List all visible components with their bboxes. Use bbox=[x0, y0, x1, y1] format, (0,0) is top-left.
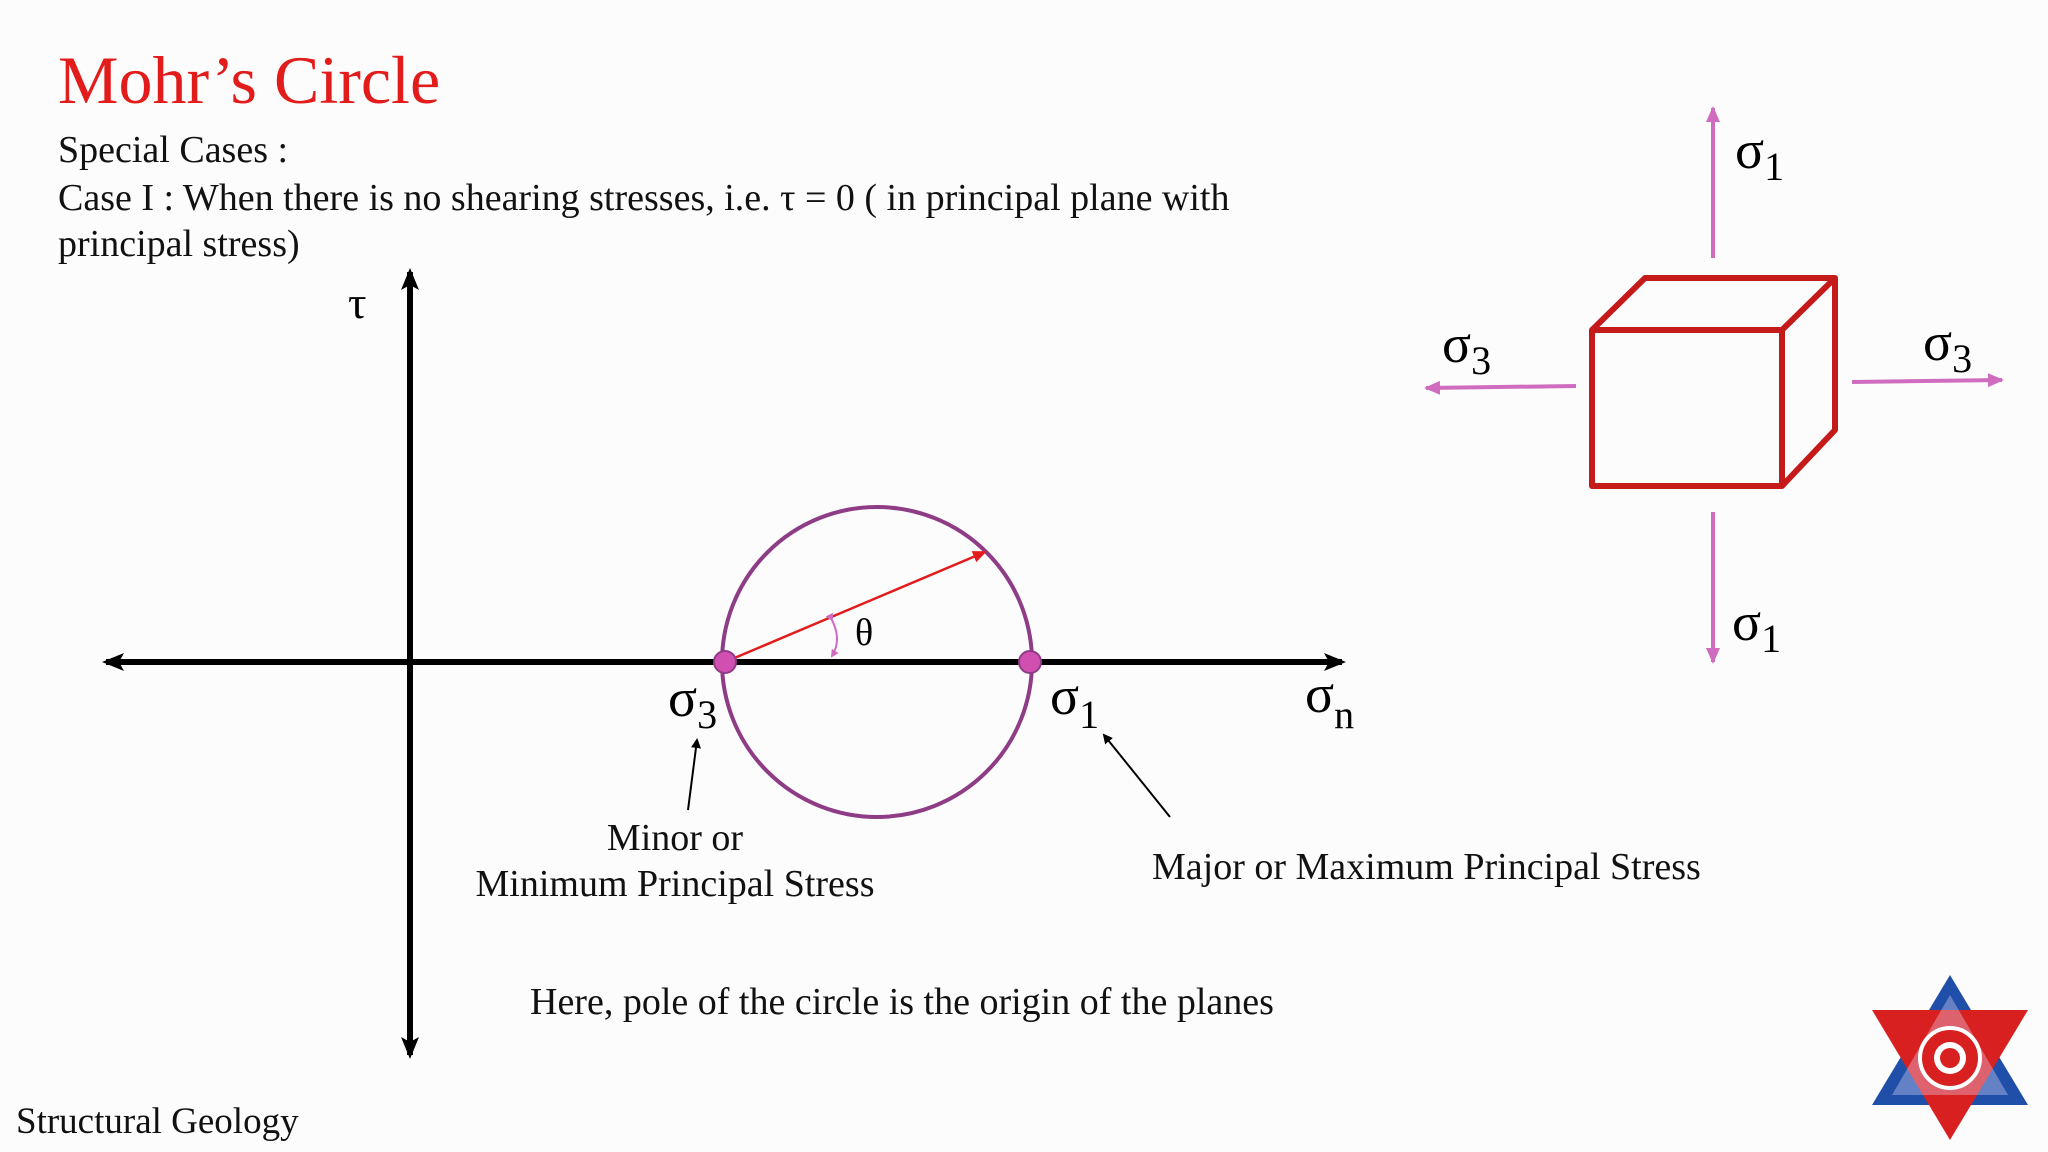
block-sigma3-left-label: $\sigma_3$ bbox=[1442, 314, 1492, 383]
sigma1-point bbox=[1019, 651, 1041, 673]
major-stress-label: Major or Maximum Principal Stress bbox=[1152, 846, 1701, 888]
footer-course-name: Structural Geology bbox=[16, 1101, 299, 1142]
sigma3-point bbox=[714, 651, 736, 673]
minor-stress-pointer bbox=[688, 740, 697, 810]
minor-stress-label bbox=[420, 815, 930, 907]
theta-arc bbox=[832, 620, 837, 656]
sigma3-left-arrow bbox=[1426, 386, 1576, 388]
sigma3-right-arrow bbox=[1852, 380, 2002, 382]
slide-title: Mohr’s Circle bbox=[58, 42, 441, 118]
case-text-line2: principal stress) bbox=[58, 223, 300, 265]
minor-label-line1: Minor or bbox=[606, 817, 744, 859]
minor-label-line2: Minimum Principal Stress bbox=[475, 863, 875, 905]
tau-axis-label: τ bbox=[348, 277, 367, 328]
case-text-line1: Case I : When there is no shearing stresses, i.e. τ = 0 ( in principal plane with bbox=[58, 177, 1230, 219]
stress-cube bbox=[1592, 278, 1835, 486]
sigma3-axis-label: $\sigma_3$ bbox=[668, 668, 718, 737]
sigma1-axis-label: $\sigma_1$ bbox=[1050, 666, 1100, 737]
sigma-n-label: $\sigma_n$ bbox=[1305, 664, 1355, 737]
block-sigma1-bottom-label: $\sigma_1$ bbox=[1732, 592, 1782, 661]
major-stress-pointer bbox=[1104, 735, 1170, 817]
university-emblem-icon bbox=[1872, 975, 2028, 1140]
pole-note: Here, pole of the circle is the origin of the planes bbox=[530, 981, 1274, 1023]
slide-subtitle: Special Cases : bbox=[58, 129, 289, 171]
block-sigma1-top-label: $\sigma_1$ bbox=[1735, 120, 1785, 189]
block-sigma3-right-label: $\sigma_3$ bbox=[1923, 312, 1973, 381]
theta-label: θ bbox=[855, 612, 874, 654]
